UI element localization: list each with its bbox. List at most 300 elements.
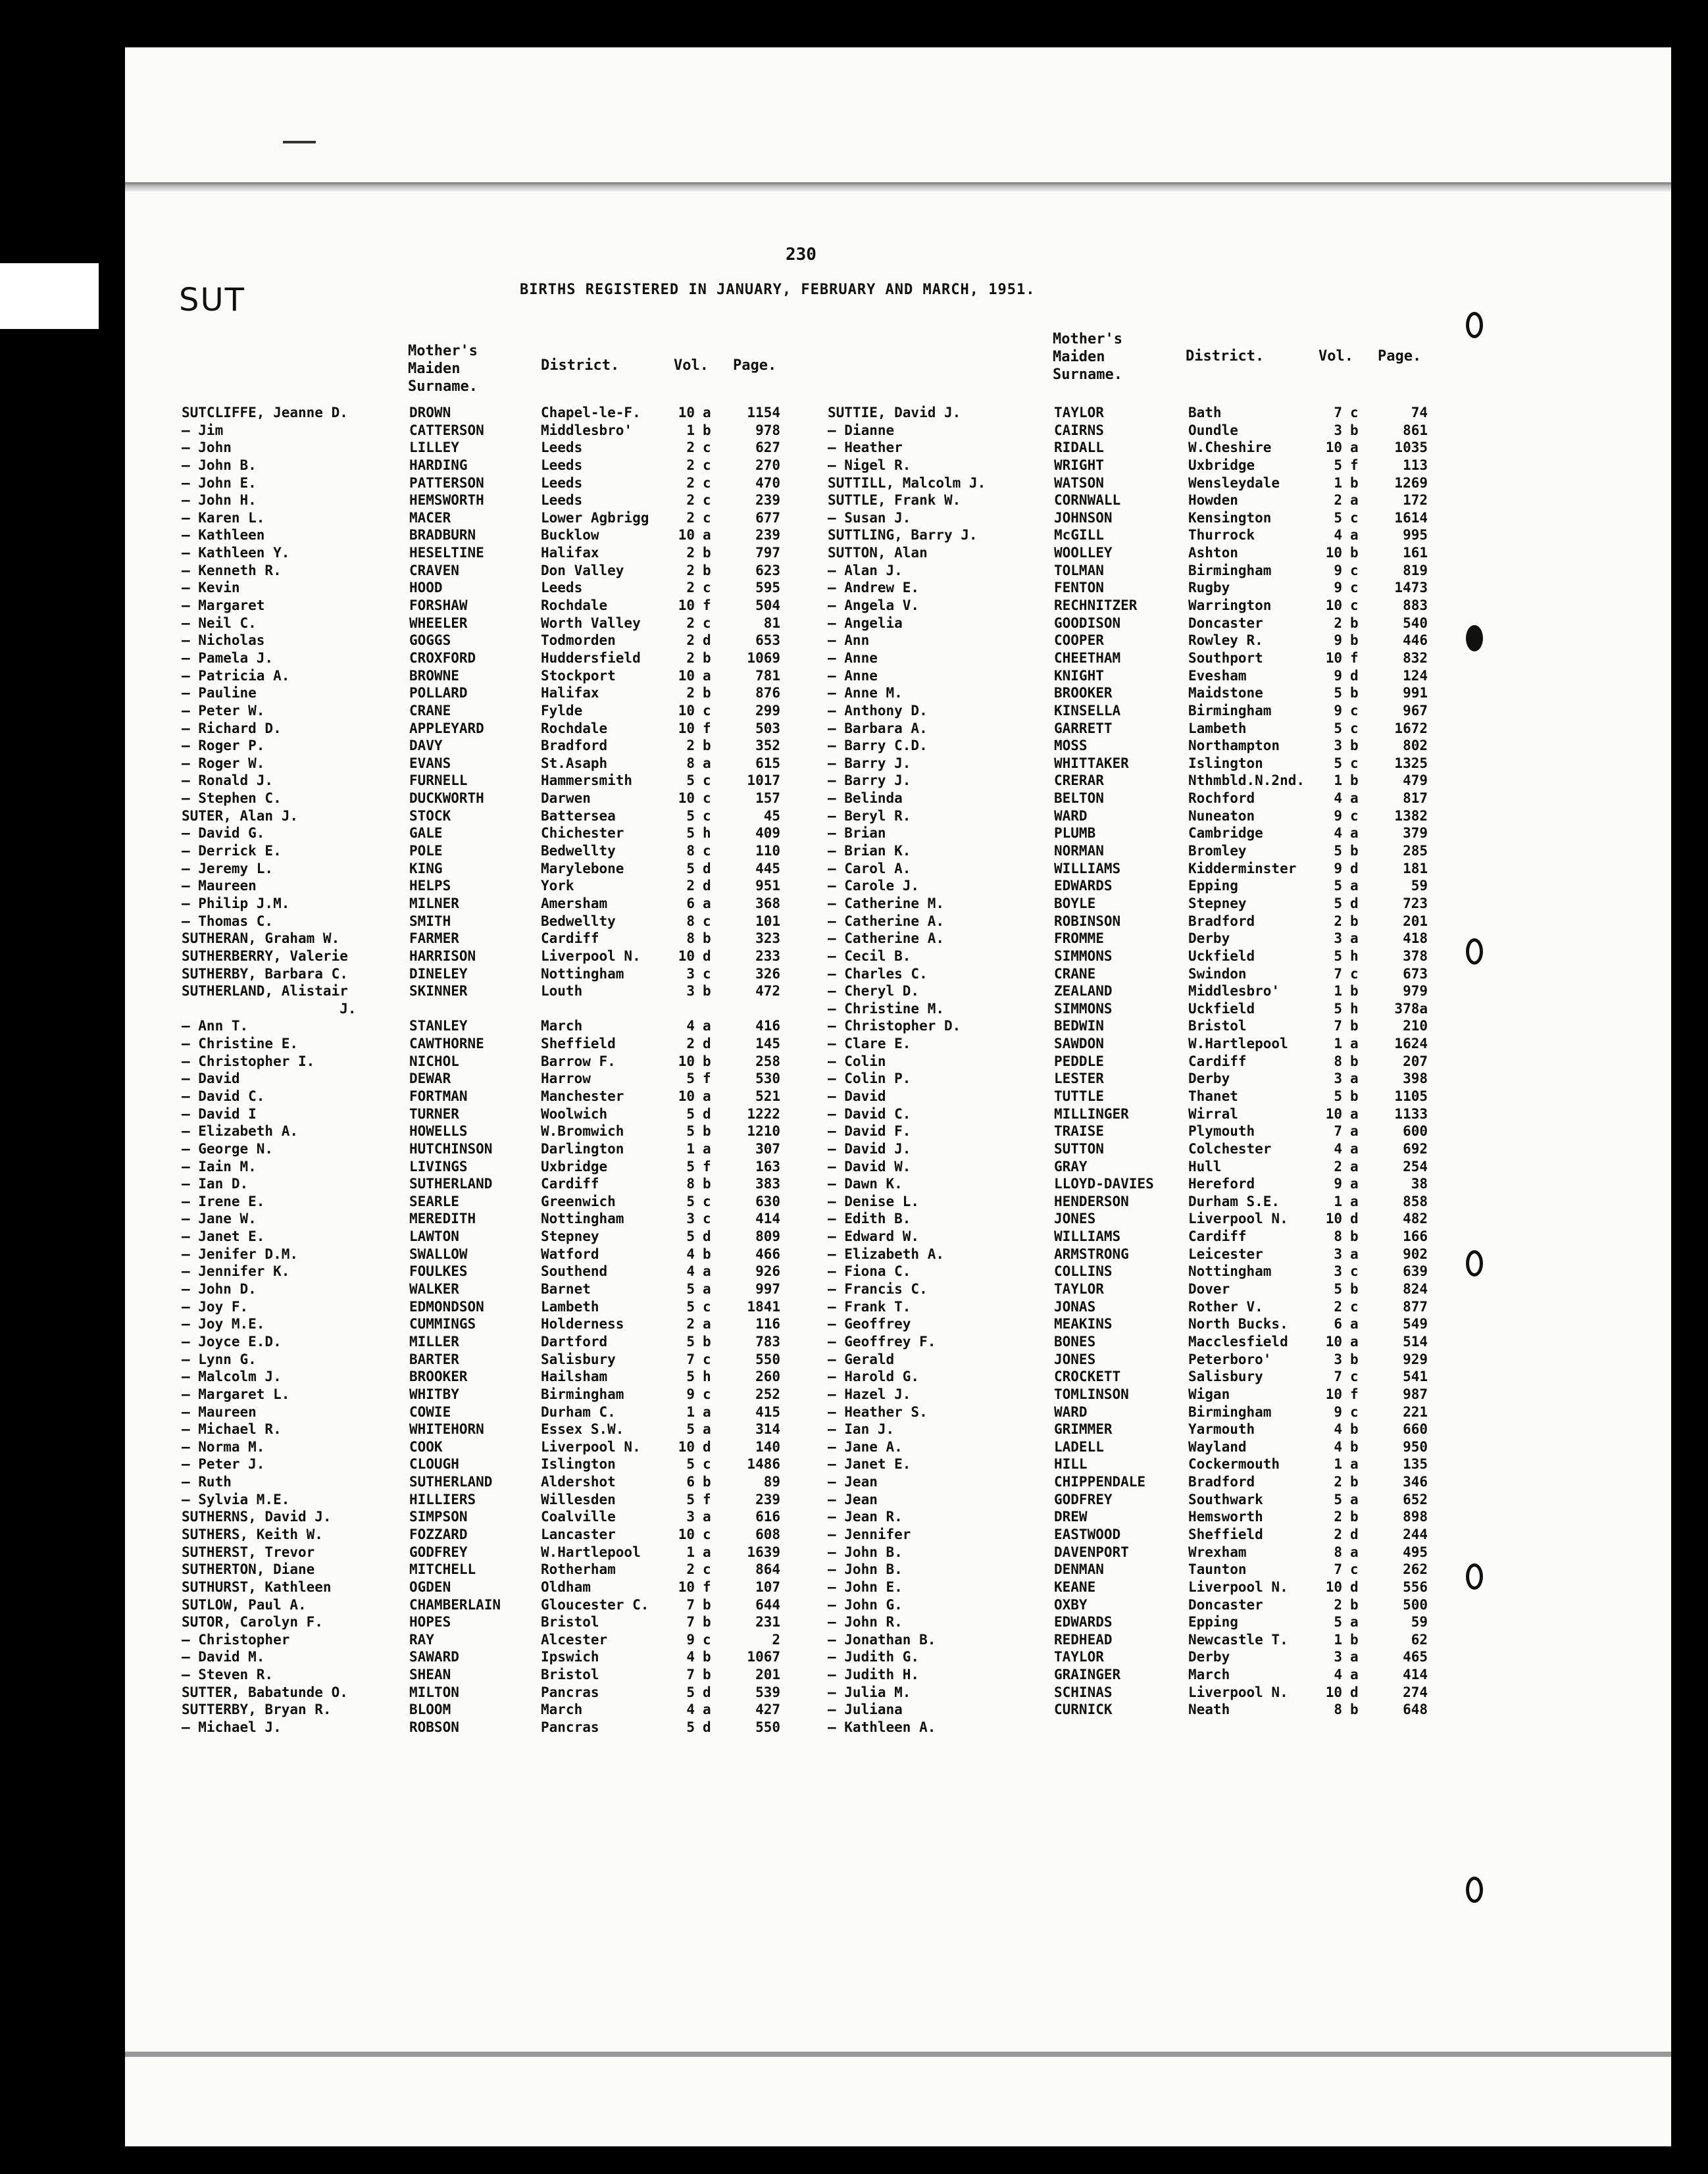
entry-maiden: DREW	[1054, 1509, 1088, 1525]
entry-district: Nthmbld.N.2nd.	[1188, 772, 1305, 789]
punch-hole-icon	[1466, 1250, 1483, 1277]
entry-maiden: SIMPSON	[409, 1509, 468, 1525]
entry-maiden: HUTCHINSON	[409, 1140, 493, 1157]
entry-let: a	[1350, 527, 1359, 544]
entry-district: Nottingham	[541, 1211, 624, 1227]
entry-name: — Barry J.	[828, 772, 911, 789]
entry-vol: 3	[686, 965, 695, 982]
entry-let: a	[1350, 1246, 1359, 1262]
entry-vol: 5	[1334, 457, 1342, 473]
entry-district: Ipswich	[541, 1649, 599, 1665]
entry-maiden: POLLARD	[409, 685, 468, 701]
entry-vol: 2	[686, 509, 695, 526]
entry-let: d	[1350, 895, 1359, 911]
entry-maiden: FURNELL	[409, 772, 468, 789]
entry-maiden: OXBY	[1054, 1596, 1088, 1613]
entry-district: Kidderminster	[1188, 860, 1297, 876]
entry-vol: 2	[686, 649, 695, 666]
entry-district: Hereford	[1188, 1176, 1255, 1192]
entry-let: d	[703, 632, 711, 649]
entry-maiden: OGDEN	[409, 1579, 451, 1595]
entry-maiden: DINELEY	[409, 965, 468, 982]
entry-district: Essex S.W.	[541, 1421, 624, 1438]
entry-district: Leeds	[541, 457, 583, 473]
entry-let: f	[703, 1158, 711, 1175]
entry-maiden: KING	[409, 860, 443, 876]
entry-vol: 9	[1334, 807, 1342, 824]
entry-maiden: CROXFORD	[409, 649, 476, 666]
entry-district: Birmingham	[541, 1386, 624, 1402]
entry-page: 797	[755, 545, 780, 561]
entry-name: — Thomas C.	[182, 913, 274, 929]
entry-name: — Denise L.	[828, 1193, 920, 1209]
entry-page: 877	[1403, 1298, 1428, 1315]
entry-let: a	[703, 1088, 711, 1104]
entry-let: b	[1350, 1596, 1359, 1613]
entry-district: Halifax	[541, 685, 599, 701]
entry-let: c	[1350, 720, 1359, 736]
entry-name: — David	[182, 1071, 240, 1087]
entry-vol: 10	[678, 667, 695, 684]
entry-name: SUTHERLAND, Alistair	[182, 983, 348, 999]
entry-name: SUTHERBERRY, Valerie	[182, 948, 348, 964]
entry-page: 1614	[1394, 509, 1428, 526]
entry-let: f	[703, 720, 711, 736]
entry-vol: 9	[1334, 702, 1342, 719]
entry-name: — Joy F.	[182, 1298, 249, 1315]
entry-name: — Richard D.	[182, 720, 282, 736]
entry-district: Bradford	[1188, 1474, 1255, 1490]
entry-maiden: LESTER	[1054, 1071, 1104, 1087]
entry-maiden: HOWELLS	[409, 1123, 468, 1140]
entry-maiden: EDWARDS	[1054, 878, 1113, 894]
entry-district: Birmingham	[1188, 562, 1272, 578]
entry-page: 172	[1403, 492, 1428, 509]
entry-name: — Margaret	[182, 597, 265, 614]
entry-vol: 10	[1325, 1579, 1342, 1595]
entry-let: c	[1350, 1263, 1359, 1280]
surname-index-tab: SUT	[179, 282, 245, 318]
entry-let: a	[703, 1263, 711, 1280]
entry-vol: 3	[1334, 1263, 1342, 1280]
entry-name: — Cheryl D.	[828, 983, 920, 999]
entry-let: b	[703, 1246, 711, 1262]
entry-district: Chapel-le-F.	[541, 405, 641, 420]
entry-let: b	[703, 930, 711, 947]
entry-district: Rother V.	[1188, 1298, 1263, 1315]
entry-page: 1269	[1394, 474, 1428, 491]
entry-name: — David	[828, 1088, 886, 1104]
entry-page: 1672	[1394, 720, 1428, 736]
entry-let: c	[1350, 1298, 1359, 1315]
entry-let: a	[1350, 1544, 1359, 1560]
entry-maiden: EVANS	[409, 755, 451, 771]
entry-page: 950	[1403, 1438, 1428, 1455]
entry-name: — Kathleen Y.	[182, 545, 290, 561]
entry-name: — Margaret L.	[182, 1386, 290, 1402]
entry-district: Uckfield	[1188, 1000, 1255, 1017]
entry-page: 978	[755, 422, 780, 438]
entry-let: b	[703, 1649, 711, 1665]
entry-page: 991	[1403, 685, 1428, 701]
entry-maiden: GRAY	[1054, 1158, 1088, 1175]
entry-page: 116	[755, 1316, 780, 1332]
entry-name: — Barbara A.	[828, 720, 928, 736]
entry-district: Stepney	[1188, 895, 1247, 911]
entry-name: — Dianne	[828, 422, 895, 438]
entry-maiden: TAYLOR	[1054, 1281, 1104, 1298]
page-title: BIRTHS REGISTERED IN JANUARY, FEBRUARY AND MARCH, 1951.	[520, 282, 1036, 298]
punch-hole-icon	[1466, 938, 1483, 965]
entry-district: Don Valley	[541, 562, 624, 578]
entry-maiden: STANLEY	[409, 1018, 468, 1034]
entry-name: — Steven R.	[182, 1667, 274, 1683]
entry-vol: 5	[1334, 755, 1342, 771]
entry-name: — Jonathan B.	[828, 1631, 936, 1648]
entry-page: 541	[1403, 1369, 1428, 1385]
entry-vol: 6	[686, 895, 695, 911]
entry-maiden: COOK	[409, 1438, 443, 1455]
entry-maiden: SWALLOW	[409, 1246, 468, 1262]
entry-page: 352	[755, 738, 780, 754]
entry-maiden: BROOKER	[1054, 685, 1113, 701]
entry-name: — Jim	[182, 422, 224, 438]
entry-let: b	[1350, 1631, 1359, 1648]
entry-district: Oldham	[541, 1579, 591, 1595]
entry-vol: 3	[1334, 930, 1342, 947]
entry-vol: 5	[1334, 948, 1342, 964]
entry-let: c	[703, 474, 711, 491]
entry-maiden: ROBSON	[409, 1719, 459, 1736]
entry-district: Bradford	[541, 738, 608, 754]
entry-vol: 10	[678, 1527, 695, 1542]
entry-district: Leeds	[541, 492, 583, 509]
right-page-column	[1375, 404, 1428, 1736]
entry-vol: 3	[1334, 1351, 1342, 1367]
entry-vol	[671, 1000, 695, 1018]
entry-maiden: COLLINS	[1054, 1263, 1113, 1280]
entry-name: — John G.	[828, 1596, 903, 1613]
entry-district: Durham S.E.	[1188, 1193, 1280, 1209]
entry-name: — Maureen	[182, 878, 257, 894]
entry-let: a	[703, 1140, 711, 1157]
entry-name: — Judith G.	[828, 1649, 920, 1665]
entry-district: Lambeth	[1188, 720, 1247, 736]
entry-vol: 10	[1325, 1386, 1342, 1402]
entry-let: d	[703, 948, 711, 964]
entry-name: — John R.	[828, 1614, 903, 1630]
entry-page: 1133	[1394, 1105, 1428, 1122]
entry-name: — Michael J.	[182, 1719, 282, 1736]
entry-page: 163	[755, 1158, 780, 1175]
entry-maiden: SEARLE	[409, 1193, 459, 1209]
entry-name: — Kathleen	[182, 527, 265, 544]
entry-district: Pancras	[541, 1684, 599, 1700]
entry-district: Bucklow	[541, 527, 599, 544]
left-name-column	[182, 404, 399, 1736]
entry-maiden	[409, 1000, 534, 1018]
entry-vol: 8	[1334, 1702, 1342, 1718]
entry-let: d	[703, 1684, 711, 1700]
entry-maiden: SCHINAS	[1054, 1684, 1113, 1700]
entry-vol: 2	[686, 1316, 695, 1332]
entry-vol: 8	[686, 913, 695, 929]
entry-vol: 2	[1334, 1298, 1342, 1315]
entry-district: Huddersfield	[541, 649, 641, 666]
entry-maiden: HOPES	[409, 1614, 451, 1630]
entry-maiden: MEAKINS	[1054, 1316, 1113, 1332]
entry-district: Warrington	[1188, 597, 1272, 614]
entry-district: Stepney	[541, 1228, 599, 1245]
entry-vol: 5	[1334, 843, 1342, 859]
entry-district: Harrow	[541, 1071, 591, 1087]
entry-let: c	[703, 457, 711, 473]
entry-vol: 7	[1334, 405, 1342, 420]
entry-maiden: TOMLINSON	[1054, 1386, 1129, 1402]
entry-name: — Pamela J.	[182, 649, 274, 666]
entry-vol: 2	[1334, 1474, 1342, 1490]
entry-let: c	[1350, 1561, 1359, 1578]
entry-name: SUTHURST, Kathleen	[182, 1579, 332, 1595]
entry-district: Middlesbro'	[541, 422, 633, 438]
entry-maiden: LLOYD-DAVIES	[1054, 1176, 1154, 1192]
entry-let: a	[1350, 1140, 1359, 1157]
entry-page: 2	[772, 1631, 780, 1648]
entry-name: — Carol A.	[828, 860, 911, 876]
entry-name: — Lynn G.	[182, 1351, 257, 1367]
entry-page: 274	[1403, 1684, 1428, 1700]
entry-maiden: CRAVEN	[409, 562, 459, 578]
entry-district: Rowley R.	[1188, 632, 1263, 649]
entry-district: Evesham	[1188, 667, 1247, 684]
entry-let: d	[703, 1036, 711, 1052]
entry-name: — Irene E.	[182, 1193, 265, 1209]
entry-district: Manchester	[541, 1088, 624, 1104]
entry-page: 252	[755, 1386, 780, 1402]
entry-page: 470	[755, 474, 780, 491]
entry-name: — Andrew E.	[828, 580, 920, 596]
entry-district: Thurrock	[1188, 527, 1255, 544]
entry-vol: 9	[1334, 632, 1342, 649]
entry-page: 858	[1403, 1193, 1428, 1209]
entry-page: 824	[1403, 1281, 1428, 1298]
entry-maiden: HOOD	[409, 580, 443, 596]
entry-name: — Heather	[828, 440, 903, 456]
entry-vol: 4	[1334, 1667, 1342, 1683]
entry-district: Barrow F.	[541, 1053, 616, 1069]
entry-let: b	[703, 685, 711, 701]
entry-let: a	[703, 1018, 711, 1034]
entry-name: — Catherine M.	[828, 895, 945, 911]
entry-district: Wigan	[1188, 1386, 1230, 1402]
entry-vol	[1319, 1719, 1342, 1736]
left-vol-column	[671, 404, 695, 1736]
entry-name: SUTHERTON, Diane	[182, 1561, 315, 1578]
entry-district: Cockermouth	[1188, 1456, 1280, 1473]
entry-maiden: KINSELLA	[1054, 702, 1121, 719]
entry-name: — Catherine A.	[828, 913, 945, 929]
entry-district: Bristol	[541, 1667, 599, 1683]
entry-district: Battersea	[541, 807, 616, 824]
entry-district: Bedwellty	[541, 913, 616, 929]
entry-let: a	[1350, 1491, 1359, 1507]
entry-page: 539	[755, 1684, 780, 1700]
entry-let: c	[703, 702, 711, 719]
entry-maiden: WHEELER	[409, 615, 468, 631]
entry-let: a	[1350, 492, 1359, 509]
entry-name: — Janet E.	[828, 1456, 911, 1473]
entry-name: — Heather S.	[828, 1403, 928, 1420]
punch-hole-icon	[1466, 1877, 1483, 1903]
entry-maiden: SUTTON	[1054, 1140, 1104, 1157]
entry-let: c	[1350, 405, 1359, 420]
entry-district: Liverpool N.	[541, 1438, 641, 1455]
entry-vol: 7	[1334, 1369, 1342, 1385]
entry-vol: 9	[1334, 1176, 1342, 1192]
entry-page: 74	[1411, 405, 1428, 420]
entry-maiden: NORMAN	[1054, 843, 1104, 859]
entry-district: Dover	[1188, 1281, 1230, 1298]
entry-page: 514	[1403, 1333, 1428, 1350]
entry-name: — Pauline	[182, 685, 257, 701]
entry-district: W.Hartlepool	[1188, 1036, 1288, 1052]
entry-maiden: CAIRNS	[1054, 422, 1104, 438]
right-letter-column	[1350, 404, 1376, 1736]
entry-district: W.Hartlepool	[541, 1544, 641, 1560]
entry-let: d	[1350, 1579, 1359, 1595]
entry-maiden: GOODISON	[1054, 615, 1121, 631]
entry-name: — Fiona C.	[828, 1263, 911, 1280]
entry-district: Liverpool N.	[1188, 1579, 1288, 1595]
entry-name: — Jennifer K.	[182, 1263, 290, 1280]
entry-vol: 5	[686, 807, 695, 824]
entry-page: 383	[755, 1176, 780, 1192]
entry-maiden: JONES	[1054, 1211, 1096, 1227]
entry-district: Birmingham	[1188, 702, 1272, 719]
maiden-header-line: Surname.	[1053, 367, 1122, 383]
entry-district: Doncaster	[1188, 1596, 1263, 1613]
entry-let: c	[703, 615, 711, 631]
entry-vol: 2	[686, 878, 695, 894]
entry-maiden: DUCKWORTH	[409, 790, 484, 807]
entry-name: SUTHERS, Keith W.	[182, 1527, 323, 1542]
entry-district: Darwen	[541, 790, 591, 807]
entry-vol: 5	[686, 1369, 695, 1385]
entry-maiden: POLE	[409, 843, 443, 859]
entry-vol: 3	[686, 1509, 695, 1525]
entry-district: Wrexham	[1188, 1544, 1247, 1560]
entry-name: — Jean R.	[828, 1509, 903, 1525]
entry-maiden: FENTON	[1054, 580, 1104, 596]
entry-district: Sheffield	[1188, 1527, 1263, 1542]
entry-district	[541, 1000, 679, 1018]
entry-district: Islington	[1188, 755, 1263, 771]
entry-let	[703, 1000, 729, 1018]
entry-let: b	[1350, 1018, 1359, 1034]
entry-page: 648	[1403, 1702, 1428, 1718]
entry-page: 207	[1403, 1053, 1428, 1069]
entry-maiden: TRAISE	[1054, 1123, 1104, 1140]
entry-maiden: MILLER	[409, 1333, 459, 1350]
entry-vol: 4	[1334, 1140, 1342, 1157]
entry-name: — Anne	[828, 667, 878, 684]
entry-let: c	[703, 772, 711, 789]
entry-district: Epping	[1188, 1614, 1238, 1630]
entry-vol: 2	[686, 1561, 695, 1578]
entry-maiden: HESELTINE	[409, 545, 484, 561]
entry-let: a	[703, 1509, 711, 1525]
entry-page: 864	[755, 1561, 780, 1578]
entry-maiden: CHIPPENDALE	[1054, 1474, 1146, 1490]
entry-vol: 4	[1334, 825, 1342, 842]
entry-page: 414	[1403, 1667, 1428, 1683]
entry-vol: 8	[686, 843, 695, 859]
entry-maiden: TAYLOR	[1054, 405, 1104, 420]
entry-name: — Alan J.	[828, 562, 903, 578]
entry-district: Oundle	[1188, 422, 1238, 438]
entry-vol: 4	[1334, 1438, 1342, 1455]
entry-maiden: TURNER	[409, 1105, 459, 1122]
entry-let: h	[1350, 1000, 1359, 1017]
entry-district: Cardiff	[1188, 1053, 1247, 1069]
entry-maiden: KNIGHT	[1054, 667, 1104, 684]
entry-vol: 2	[686, 562, 695, 578]
entry-maiden: CLOUGH	[409, 1456, 459, 1473]
entry-page: 89	[763, 1474, 780, 1490]
entry-name: — Anthony D.	[828, 702, 928, 719]
entry-district: Rochdale	[541, 720, 608, 736]
entry-page: 616	[755, 1509, 780, 1525]
entry-name: — Charles C.	[828, 965, 928, 982]
entry-vol: 8	[686, 930, 695, 947]
entry-let: a	[1350, 1333, 1359, 1350]
entry-let: b	[1350, 615, 1359, 631]
entry-name: — Judith H.	[828, 1667, 920, 1683]
entry-name: — Angelia	[828, 615, 903, 631]
entry-name: — John D.	[182, 1281, 257, 1298]
entry-let: b	[1350, 738, 1359, 754]
entry-page: 1017	[747, 772, 780, 789]
entry-district: Holderness	[541, 1316, 624, 1332]
entry-name: SUTOR, Carolyn F.	[182, 1614, 323, 1630]
entry-district: Hemsworth	[1188, 1509, 1263, 1525]
entry-name: — Edward W.	[828, 1228, 920, 1245]
maiden-header-left	[408, 342, 478, 395]
entry-let: b	[1350, 685, 1359, 701]
entry-name: SUTTON, Alan	[828, 545, 928, 561]
entry-maiden: LAWTON	[409, 1228, 459, 1245]
entry-district: Darlington	[541, 1140, 624, 1157]
entry-district: Nuneaton	[1188, 807, 1255, 824]
entry-page: 231	[755, 1614, 780, 1630]
entry-page: 314	[755, 1421, 780, 1438]
maiden-header-right	[1053, 330, 1122, 384]
right-maiden-column	[1054, 404, 1179, 1736]
entry-let: b	[1350, 1281, 1359, 1298]
entry-district: York	[541, 878, 574, 894]
entry-name: SUTHERAN, Graham W.	[182, 930, 340, 947]
entry-name: — Joyce E.D.	[182, 1333, 282, 1350]
entry-let: c	[1350, 807, 1359, 824]
entry-maiden: FORSHAW	[409, 597, 468, 614]
entry-maiden: SMITH	[409, 913, 451, 929]
entry-name: SUTTIE, David J.	[828, 405, 961, 420]
entry-name: — Peter W.	[182, 702, 265, 719]
entry-let: c	[703, 1561, 711, 1578]
page-header-right: Page.	[1378, 348, 1422, 365]
entry-vol: 9	[1334, 860, 1342, 876]
entry-page: 627	[755, 440, 780, 456]
